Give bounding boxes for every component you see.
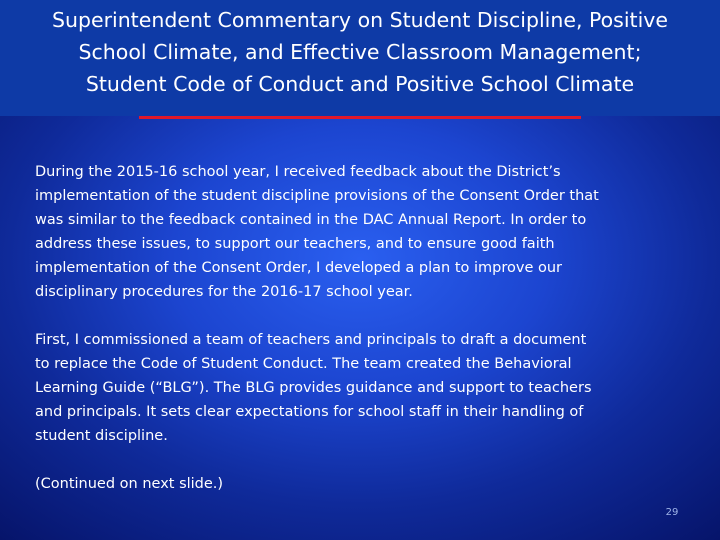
paragraph-line: and principals. It sets clear expectations for school staff in their handling of xyxy=(35,404,584,420)
paragraph-line: During the 2015-16 school year, I received feedback about the District’s xyxy=(35,164,561,180)
paragraph-feedback xyxy=(35,160,695,304)
paragraph-line: Learning Guide (“BLG”). The BLG provides guidance and support to teachers xyxy=(35,380,592,396)
slide-number: 29 xyxy=(665,507,679,518)
paragraph-blg xyxy=(35,328,695,448)
slide-title xyxy=(0,4,720,100)
paragraph-line: disciplinary procedures for the 2016-17 school year. xyxy=(35,284,413,300)
paragraph-line: was similar to the feedback contained in the DAC Annual Report. In order to xyxy=(35,212,587,228)
title-underline-rule xyxy=(139,116,581,119)
paragraph-line: implementation of the Consent Order, I developed a plan to improve our xyxy=(35,260,562,276)
paragraph-line: address these issues, to support our teachers, and to ensure good faith xyxy=(35,236,555,252)
paragraph-line: (Continued on next slide.) xyxy=(35,476,224,492)
paragraph-continued-note xyxy=(35,472,695,496)
title-line: Superintendent Commentary on Student Discipline, Positive xyxy=(51,8,669,32)
paragraph-line: student discipline. xyxy=(35,428,168,444)
title-line: School Climate, and Effective Classroom Management; xyxy=(78,40,642,64)
title-bar xyxy=(0,0,720,116)
paragraph-line: First, I commissioned a team of teachers and principals to draft a document xyxy=(35,332,587,348)
paragraph-line: implementation of the student discipline provisions of the Consent Order that xyxy=(35,188,599,204)
title-line: Student Code of Conduct and Positive School Climate xyxy=(85,72,635,96)
slide-body xyxy=(35,160,695,520)
paragraph-line: to replace the Code of Student Conduct. The team created the Behavioral xyxy=(35,356,572,372)
